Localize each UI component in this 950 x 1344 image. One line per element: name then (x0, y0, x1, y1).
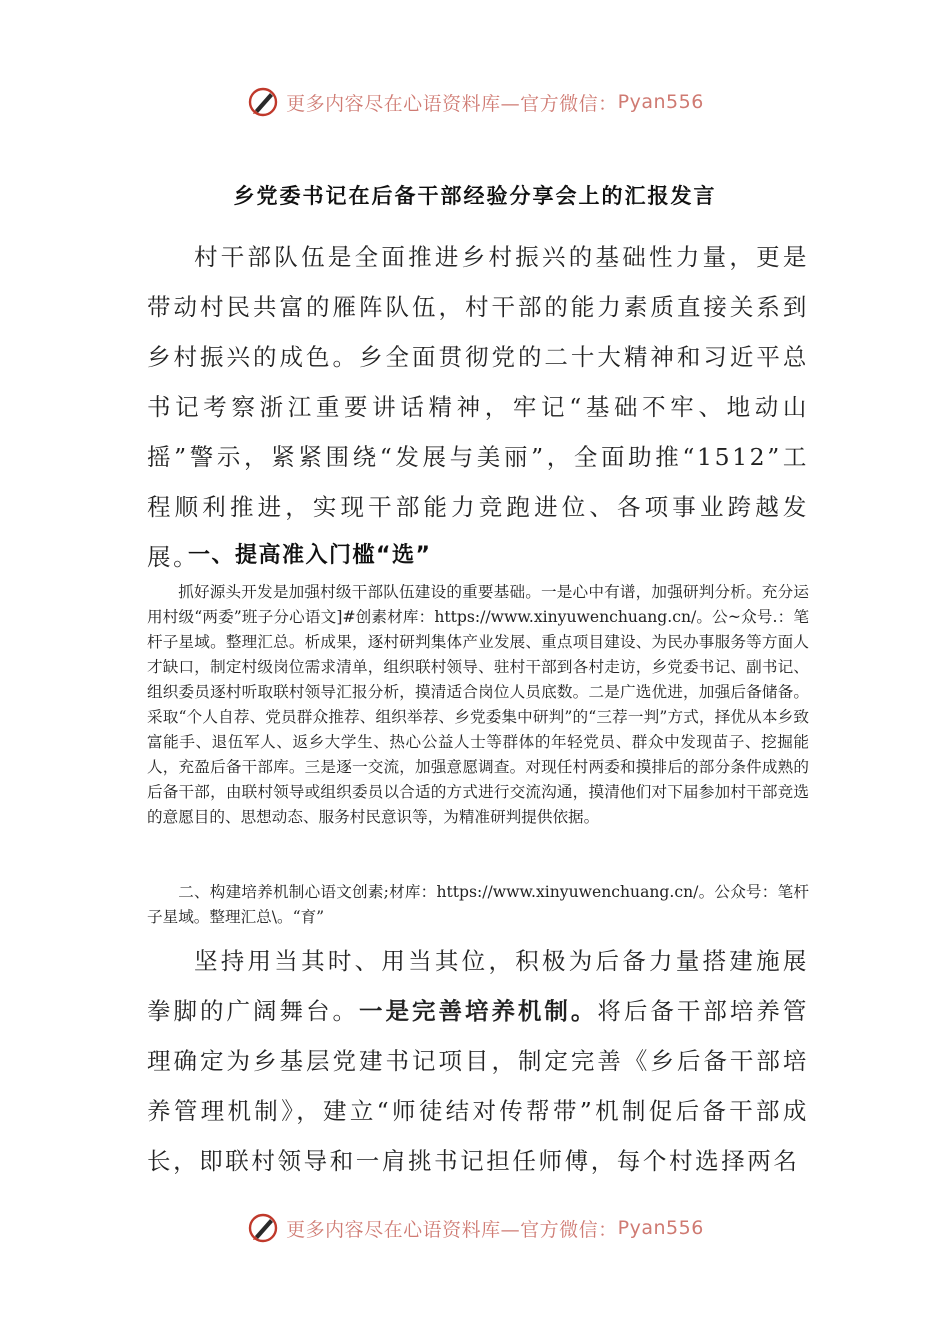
quill-seal-logo-icon (246, 85, 280, 119)
section-heading-1: 一、提高准入门槛“选” (188, 543, 432, 568)
footer-watermark-banner (0, 1208, 950, 1248)
section-2-text-lead: 坚持用当其时、用当其位，积极为后备力量搭建施展拳脚的广阔舞台。 (147, 947, 809, 1025)
header-watermark-banner (0, 82, 950, 122)
intro-paragraph: 村干部队伍是全面推进乡村振兴的基础性力量，更是带动村民共富的雁阵队伍，村干部的能力素质直接关系到乡村振兴的成色。乡全面贯彻党的二十大精神和习近平总书记考察浙江重要讲话精神，牢记“基础不牢、地动山摇”警示，紧紧围绕“发展与美丽”，全面助推“1512”工程顺利推进，实现干部能力竞跑进位、各项事业跨越发展。 (147, 243, 809, 571)
section-2-bold-point: 一是完善培养机制。 (358, 997, 598, 1025)
section-2-body (147, 936, 809, 1186)
banner-wechat-id: Pyan556 (617, 1217, 704, 1239)
banner-text: 更多内容尽在心语资料库—官方微信： (286, 1218, 618, 1241)
banner-text: 更多内容尽在心语资料库—官方微信： (286, 92, 618, 115)
document-title: 乡党委书记在后备干部经验分享会上的汇报发言 (233, 184, 717, 208)
section-heading-2-line: 二、构建培养机制心语文创素;材库：https://www.xinyuwenchuang.cn/。公众号：笔杆子星域。整理汇总\。“育” (147, 883, 809, 926)
quill-seal-logo-icon (246, 1211, 280, 1245)
banner-wechat-id: Pyan556 (617, 91, 704, 113)
section-2-text-rest: 将后备干部培养管理确定为乡基层党建书记项目，制定完善《乡后备干部培养管理机制》，建立“师徒结对传帮带”机制促后备干部成长，即联村领导和一肩挑书记担任师傅，每个村选择两名 (147, 997, 809, 1175)
section-1-body: 抓好源头开发是加强村级干部队伍建设的重要基础。一是心中有谱，加强研判分析。充分运用村级“两委”班子分心语文]#创素材库：https://www.xinyuwenchuang.cn/。公~众号.：笔杆子星域。整理汇总。析成果，逐村研判集体产业发展、重点项目建设、为民办事服务等方面人才缺口，制定村级岗位需求清单，组织联村领导、驻村干部到各村走访，乡党委书记、副书记、组织委员逐村听取联村领导汇报分析，摸清适合岗位人员底数。二是广选优进，加强后备储备。采取“个人自荐、党员群众推荐、组织举荐、乡党委集中研判”的“三荐一判”方式，择优从本乡致富能手、退伍军人、返乡大学生、热心公益人士等群体的年轻党员、群众中发现苗子、挖掘能人，充盈后备干部库。三是逐一交流，加强意愿调查。对现任村两委和摸排后的部分条件成熟的后备干部，由联村领导或组织委员以合适的方式进行交流沟通，摸清他们对下届参加村干部竞选的意愿目的、思想动态、服务村民意识等，为精准研判提供依据。 (147, 583, 809, 826)
